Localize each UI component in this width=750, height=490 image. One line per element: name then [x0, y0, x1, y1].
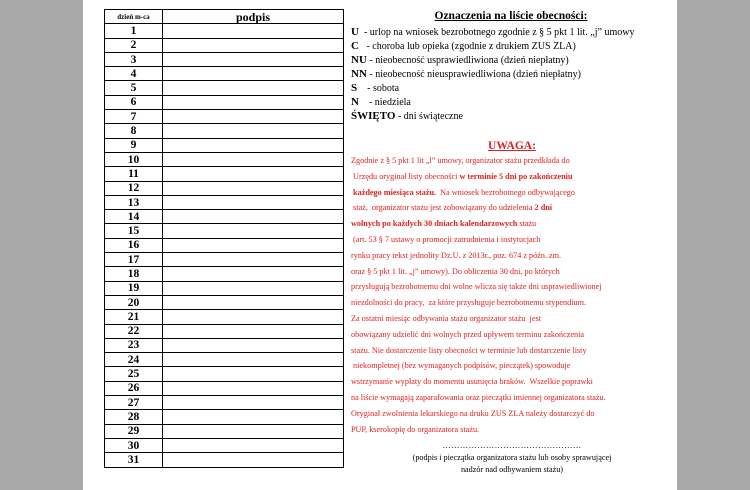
- day-number: 27: [105, 396, 163, 410]
- warning-text: niezdolności do pracy, za które przysługuje bezrobotnemu stypendium.: [351, 298, 587, 308]
- warning-text: stażu. Nie dostarczenie listy obecności w terminie lub dostarczenie listy: [351, 345, 587, 355]
- warning-text: staż, organizator stażu jest zobowiązany do udzielenia: [351, 203, 535, 213]
- signature-cell[interactable]: [163, 338, 344, 352]
- day-number: 26: [105, 381, 163, 395]
- day-number: 29: [105, 424, 163, 438]
- warning-text: Oryginał zwolnienia lekarskiego na druku ZUS ZLA należy dostarczyć do: [351, 408, 595, 418]
- signature-cell[interactable]: [163, 95, 344, 109]
- table-row: [105, 24, 344, 38]
- warning-text: rynku pracy tekst jednolity Dz.U. z 2013r., poz. 674 z późn. zm.: [351, 250, 562, 260]
- table-row: [105, 81, 344, 95]
- legend-description: - urlop na wniosek bezrobotnego zgodnie z § 5 pkt 1 lit. „j” umowy: [358, 27, 635, 38]
- legend-title: Oznaczenia na liście obecności:: [434, 10, 588, 22]
- table-row: [105, 424, 344, 438]
- signature-cell[interactable]: [163, 453, 344, 467]
- warning-emphasis: każdego miesiąca stażu.: [353, 187, 437, 197]
- attendance-page: [83, 0, 677, 490]
- signature-cell[interactable]: [163, 410, 344, 424]
- day-number: 11: [105, 167, 163, 181]
- warning-line: [351, 232, 673, 248]
- warning-line: [351, 406, 673, 422]
- signature-block: [351, 440, 673, 476]
- day-number: 31: [105, 453, 163, 467]
- table-row: [105, 253, 344, 267]
- signature-cell[interactable]: [163, 324, 344, 338]
- legend-item: [351, 95, 671, 109]
- table-row: [105, 324, 344, 338]
- table-row: [105, 181, 344, 195]
- legend-description: - sobota: [357, 83, 400, 94]
- day-number: 22: [105, 324, 163, 338]
- day-number: 3: [105, 52, 163, 66]
- day-number: 17: [105, 253, 163, 267]
- day-number: 6: [105, 95, 163, 109]
- table-row: [105, 95, 344, 109]
- warning-text: Na wniosek bezrobotnego odbywającego: [436, 187, 575, 197]
- table-row: [105, 281, 344, 295]
- warning-line: [351, 169, 673, 185]
- warning-line: [351, 422, 673, 438]
- table-row: [105, 210, 344, 224]
- table-row: [105, 267, 344, 281]
- day-number: 21: [105, 310, 163, 324]
- warning-text: wstrzymanie wypłaty do momentu usunięcia braków. Wszelkie poprawki: [351, 377, 593, 387]
- warning-line: [351, 390, 673, 406]
- warning-text: stażu: [517, 219, 537, 229]
- warning-line: [351, 200, 673, 216]
- day-number: 23: [105, 338, 163, 352]
- signature-cell[interactable]: [163, 267, 344, 281]
- table-row: [105, 438, 344, 452]
- table-row: [105, 224, 344, 238]
- signature-caption-line-1: (podpis i pieczątka organizatora stażu lub osoby sprawującej: [412, 453, 612, 462]
- day-number: 4: [105, 67, 163, 81]
- day-number: 30: [105, 438, 163, 452]
- signature-cell[interactable]: [163, 438, 344, 452]
- day-number: 9: [105, 138, 163, 152]
- legend-item: [351, 67, 671, 81]
- warning-section: [351, 140, 673, 437]
- table-row: [105, 195, 344, 209]
- warning-line: [351, 327, 673, 343]
- warning-line: [351, 311, 673, 327]
- signature-cell[interactable]: [163, 310, 344, 324]
- day-number: 2: [105, 38, 163, 52]
- signature-cell[interactable]: [163, 167, 344, 181]
- signature-cell[interactable]: [163, 67, 344, 81]
- legend-item: [351, 53, 671, 67]
- day-number: 1: [105, 24, 163, 38]
- table-row: [105, 67, 344, 81]
- table-row: [105, 310, 344, 324]
- warning-line: [351, 374, 673, 390]
- legend-description: - nieobecność usprawiedliwiona (dzień niepłatny): [366, 55, 569, 66]
- day-number: 20: [105, 295, 163, 309]
- signature-cell[interactable]: [163, 181, 344, 195]
- signature-cell[interactable]: [163, 138, 344, 152]
- table-row: [105, 381, 344, 395]
- warning-emphasis: 2 dni: [534, 203, 553, 213]
- table-row: [105, 152, 344, 166]
- warning-line: [351, 248, 673, 264]
- warning-text: PUP, kserokopię do organizatora stażu.: [351, 424, 480, 434]
- legend-description: - nieobecność nieusprawiedliwiona (dzień niepłatny): [366, 69, 581, 80]
- warning-line: [351, 295, 673, 311]
- table-row: [105, 124, 344, 138]
- legend-description: - dni świąteczne: [395, 111, 463, 122]
- signature-cell[interactable]: [163, 52, 344, 66]
- table-row: [105, 110, 344, 124]
- day-number: 18: [105, 267, 163, 281]
- legend-description: - choroba lub opieka (zgodnie z drukiem ZUS ZLA): [358, 41, 576, 52]
- day-number: 16: [105, 238, 163, 252]
- legend-item: [351, 81, 671, 95]
- day-number: 5: [105, 81, 163, 95]
- warning-line: [351, 216, 673, 232]
- legend-code: C: [351, 40, 359, 52]
- warning-title: UWAGA:: [488, 140, 536, 152]
- day-number: 25: [105, 367, 163, 381]
- table-row: [105, 167, 344, 181]
- table-row: [105, 38, 344, 52]
- signature-cell[interactable]: [163, 381, 344, 395]
- table-row: [105, 453, 344, 467]
- signature-cell[interactable]: [163, 124, 344, 138]
- warning-text: Urzędu oryginał listy obecności: [351, 171, 460, 181]
- warning-line: [351, 358, 673, 374]
- warning-line: [351, 153, 673, 169]
- warning-text: Zgodnie z § 5 pkt 1 lit „l” umowy, organizator stażu przedkłada do: [351, 156, 570, 165]
- day-number: 19: [105, 281, 163, 295]
- warning-emphasis: wolnych po każdych 30 dniach kalendarzowych: [351, 219, 518, 229]
- signature-cell[interactable]: [163, 210, 344, 224]
- warning-line: [351, 279, 673, 295]
- legend-item: [351, 39, 671, 53]
- signature-cell[interactable]: [163, 396, 344, 410]
- signature-cell[interactable]: [163, 81, 344, 95]
- table-row: [105, 238, 344, 252]
- legend-item: [351, 109, 671, 123]
- day-number: 15: [105, 224, 163, 238]
- legend: [351, 10, 671, 123]
- signature-dotted-line: …………………………………………: [442, 441, 582, 450]
- legend-code: ŚWIĘTO: [351, 110, 396, 122]
- table-row: [105, 52, 344, 66]
- signature-cell[interactable]: [163, 295, 344, 309]
- day-number: 10: [105, 152, 163, 166]
- day-number: 28: [105, 410, 163, 424]
- table-row: [105, 295, 344, 309]
- signature-cell[interactable]: [163, 353, 344, 367]
- legend-code: U: [351, 26, 359, 38]
- warning-line: [351, 264, 673, 280]
- warning-line: [351, 343, 673, 359]
- table-row: [105, 396, 344, 410]
- warning-text: na liście wymagają zaparafowania oraz pieczątki imiennej organizatora stażu.: [351, 392, 606, 402]
- signature-cell[interactable]: [163, 367, 344, 381]
- signature-cell[interactable]: [163, 281, 344, 295]
- signature-cell[interactable]: [163, 238, 344, 252]
- signature-cell[interactable]: [163, 253, 344, 267]
- signature-cell[interactable]: [163, 24, 344, 38]
- legend-item: [351, 25, 671, 39]
- signature-cell[interactable]: [163, 38, 344, 52]
- warning-emphasis: w terminie 5 dni po zakończeniu: [459, 171, 573, 181]
- table-row: [105, 367, 344, 381]
- signature-cell[interactable]: [163, 110, 344, 124]
- day-number: 12: [105, 181, 163, 195]
- legend-code: NN: [351, 68, 367, 80]
- signature-cell[interactable]: [163, 195, 344, 209]
- attendance-table: [104, 9, 344, 468]
- signature-caption-line-2: nadzór nad odbywaniem stażu): [460, 465, 564, 474]
- legend-code: NU: [351, 54, 367, 66]
- warning-line: [351, 185, 673, 201]
- table-row: [105, 410, 344, 424]
- table-row: [105, 138, 344, 152]
- day-number: 13: [105, 195, 163, 209]
- signature-cell[interactable]: [163, 152, 344, 166]
- day-number: 8: [105, 124, 163, 138]
- legend-code: N: [351, 96, 359, 108]
- warning-text: przysługują bezrobotnemu dni wolne wlicza się także dni usprawiedliwionej: [351, 282, 602, 292]
- table-row: [105, 338, 344, 352]
- warning-text: Za ostatni miesiąc odbywania stażu organizator stażu jest: [351, 313, 541, 323]
- legend-code: S: [351, 82, 358, 94]
- signature-cell[interactable]: [163, 224, 344, 238]
- warning-text: oraz § 5 pkt 1 lit. „j” umowy). Do obliczenia 30 dni, po których: [351, 266, 560, 276]
- signature-column-header: podpis: [163, 10, 344, 24]
- signature-cell[interactable]: [163, 424, 344, 438]
- legend-description: - niedziela: [358, 97, 411, 108]
- day-number: 14: [105, 210, 163, 224]
- day-column-header: dzień m-ca: [105, 10, 163, 24]
- day-number: 24: [105, 353, 163, 367]
- warning-text: niekompletnej (bez wymaganych podpisów, pieczątek) spowoduje: [351, 361, 571, 371]
- warning-text: obowiązany udzielić dni wolnych przed upływem terminu zakończenia: [351, 329, 585, 339]
- warning-text: (art. 53 § 7 ustawy o promocji zatrudnienia i instytucjach: [351, 234, 541, 244]
- table-row: [105, 353, 344, 367]
- day-number: 7: [105, 110, 163, 124]
